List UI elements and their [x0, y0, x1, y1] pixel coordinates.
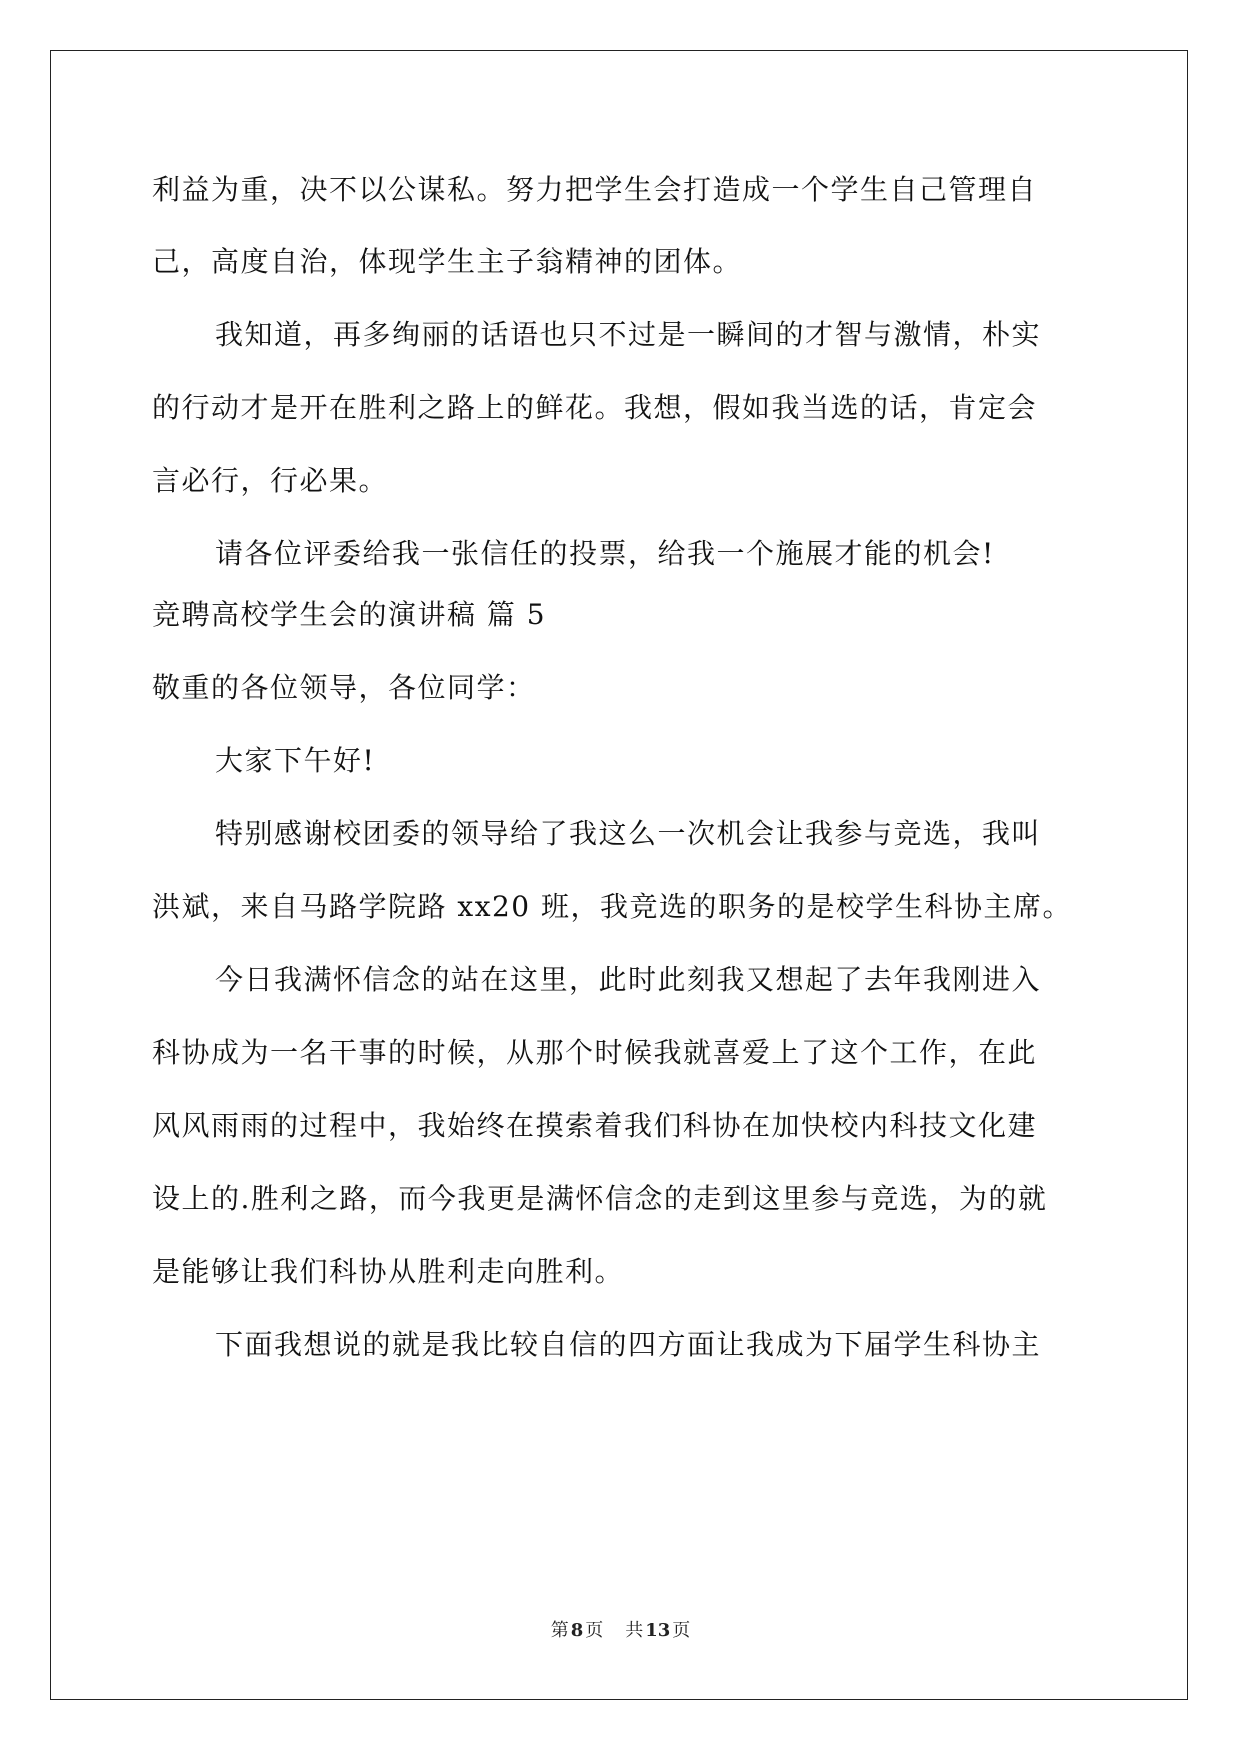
body-text-line: 己，高度自治，体现学生主子翁精神的团体。	[152, 245, 743, 278]
body-text-line: 科协成为一名干事的时候，从那个时候我就喜爱上了这个工作，在此	[152, 1036, 1038, 1069]
page-footer	[0, 1620, 1241, 1642]
page-border	[50, 50, 1188, 1700]
body-text-line: 利益为重，决不以公谋私。努力把学生会打造成一个学生自己管理自	[152, 173, 1038, 206]
page-unit: 页	[585, 1620, 604, 1641]
page-prefix: 第	[550, 1620, 569, 1641]
paragraph-start-line: 特别感谢校团委的领导给了我这么一次机会让我参与竞选，我叫	[215, 817, 1042, 850]
body-text-line: 是能够让我们科协从胜利走向胜利。	[152, 1255, 625, 1288]
body-text-line: 设上的.胜利之路，而今我更是满怀信念的走到这里参与竞选，为的就	[152, 1182, 1048, 1215]
current-page-number: 8	[570, 1620, 584, 1641]
paragraph-start-line: 今日我满怀信念的站在这里，此时此刻我又想起了去年我刚进入	[215, 963, 1042, 996]
paragraph-start-line: 下面我想说的就是我比较自信的四方面让我成为下届学生科协主	[215, 1328, 1042, 1361]
body-text-line: 风风雨雨的过程中，我始终在摸索着我们科协在加快校内科技文化建	[152, 1109, 1038, 1142]
body-text-line: 言必行，行必果。	[152, 464, 389, 497]
body-text-line: 洪斌，来自马路学院路 xx20 班，我竞选的职务的是校学生科协主席。	[152, 890, 1073, 923]
paragraph-start-line: 我知道，再多绚丽的话语也只不过是一瞬间的才智与激情，朴实	[215, 318, 1042, 351]
total-prefix: 共	[625, 1620, 644, 1641]
paragraph-start-line: 请各位评委给我一张信任的投票，给我一个施展才能的机会!	[215, 537, 995, 570]
body-text-line: 的行动才是开在胜利之路上的鲜花。我想，假如我当选的话，肯定会	[152, 391, 1038, 424]
total-page-count: 13	[645, 1620, 671, 1641]
greeting: 大家下午好!	[215, 744, 376, 777]
salutation: 敬重的各位领导，各位同学：	[152, 671, 536, 704]
section-heading: 竞聘高校学生会的演讲稿 篇 5	[152, 598, 547, 631]
total-unit: 页	[672, 1620, 691, 1641]
